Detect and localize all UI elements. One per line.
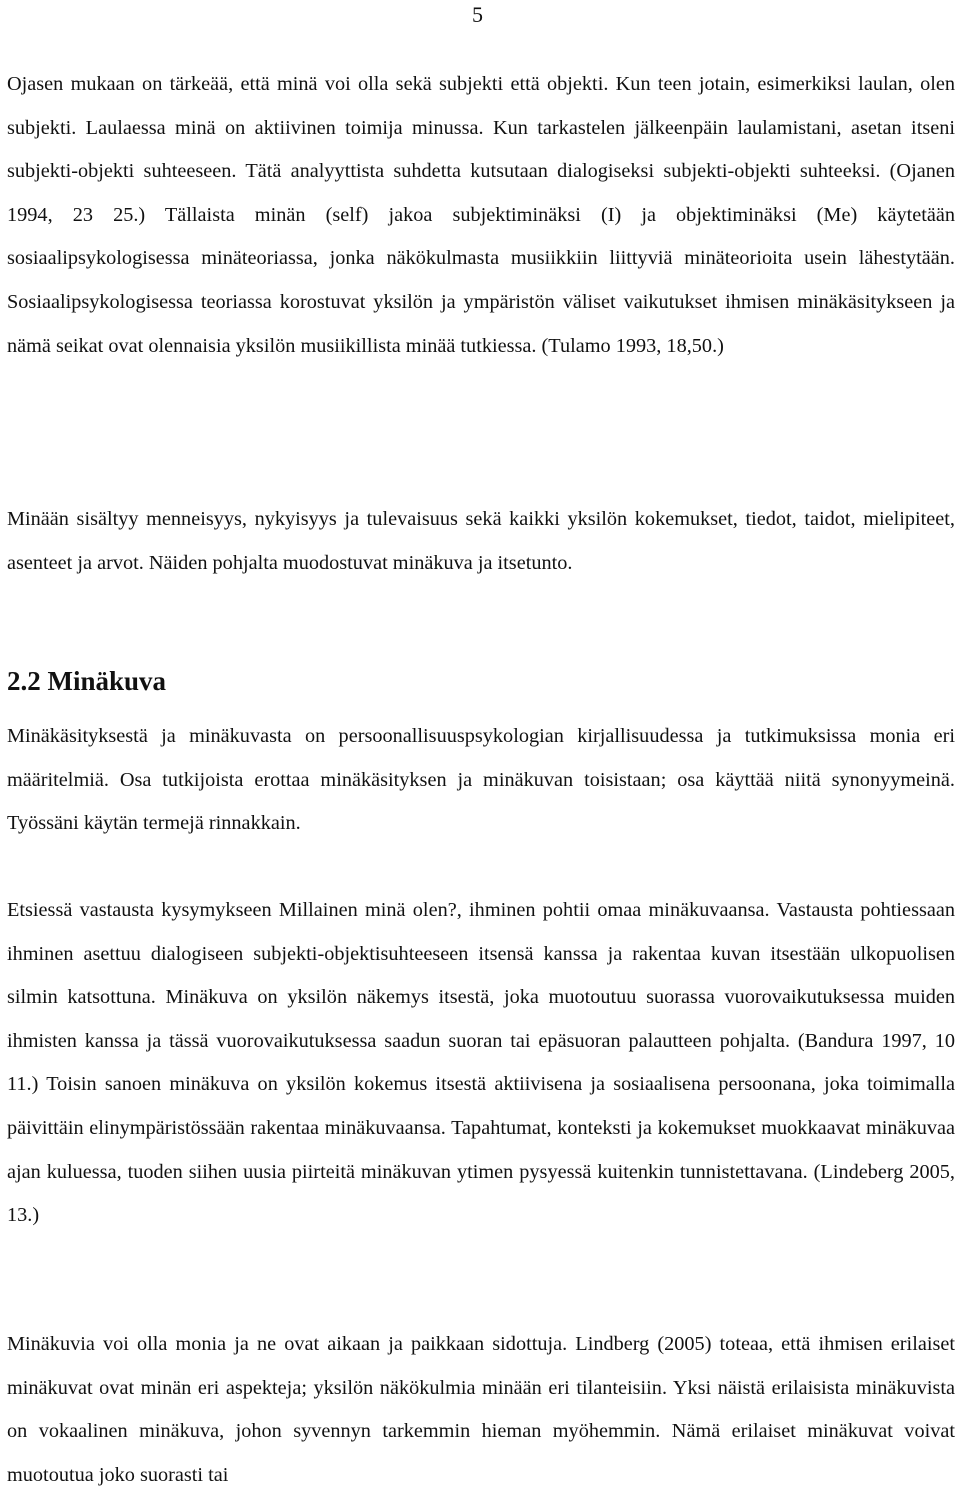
- section-heading: 2.2 Minäkuva: [7, 666, 167, 696]
- paragraph-minakasitys: Minäkäsityksestä ja minäkuvasta on persoonallisuuspsykologian kirjallisuudessa ja tutkimuksissa monia eri määritelmiä. Osa tutkijoista erottaa minäkäsityksen ja minäkuvan toisistaan; osa käyttää niitä synonyymeinä. Työssäni käytän termejä rinnakkain.: [7, 725, 955, 835]
- paragraph-mina-sisaltaa: Minään sisältyy menneisyys, nykyisyys ja tulevaisuus sekä kaikki yksilön kokemukset, tiedot, taidot, mielipiteet, asenteet ja arvot. Näiden pohjalta muodostuvat minäkuva ja itsetunto.: [7, 508, 955, 574]
- paragraph-ojanen: Ojasen mukaan on tärkeää, että minä voi olla sekä subjekti että objekti. Kun teen jotain, esimerkiksi laulan, olen subjekti. Laulaessa minä on aktiivinen toimija minussa. Kun tarkastelen jälkeenpäin laulamistani, asetan itseni subjekti-objekti suhteeseen. Tätä analyyttista suhdetta kutsutaan dialogiseksi subjekti-objekti suhteeksi. (Ojanen 1994, 23 25.) Tällaista minän (self) jakoa subjektiminäksi (I) ja objektiminäksi (Me) käytetään sosiaalipsykologisessa minäteoriassa, jonka näkökulmasta musiikkiin liittyviä minäteorioita usein lähestytään. Sosiaalipsykologisessa teoriassa korostuvat yksilön ja ympäristön väliset vaikutukset ihmisen minäkäsitykseen ja nämä seikat ovat olennaisia yksilön musiikillista minää tutkiessa. (Tulamo 1993, 18,50.): [7, 73, 955, 357]
- paragraph-minakuvia: Minäkuvia voi olla monia ja ne ovat aikaan ja paikkaan sidottuja. Lindberg (2005) toteaa, että ihmisen erilaiset minäkuvat ovat minän eri aspekteja; yksilön näkökulmia minään eri tilanteisiin. Yksi näistä erilaisista minäkuvista on vokaalinen minäkuva, johon syvennyn tarkemmin hieman myöhemmin. Nämä erilaiset minäkuvat voivat muotoutua joko suorasti tai: [7, 1333, 955, 1486]
- page-number: 5: [472, 2, 483, 27]
- paragraph-etsiessa: Etsiessä vastausta kysymykseen Millainen minä olen?, ihminen pohtii omaa minäkuvaansa. Vastausta pohtiessaan ihminen asettuu dialogiseen subjekti-objektisuhteeseen itsensä kanssa ja rakentaa kuvan itsestään ulkopuolisen silmin katsottuna. Minäkuva on yksilön näkemys itsestä, joka muotoutuu suorassa vuorovaikutuksessa muiden ihmisten kanssa ja tässä vuorovaikutuksessa saadun suoran tai epäsuoran palautteen pohjalta. (Bandura 1997, 10 11.) Toisin sanoen minäkuva on yksilön kokemus itsestä aktiivisena ja sosiaalisena persoonana, joka toimimalla päivittäin elinympäristössään rakentaa minäkuvaansa. Tapahtumat, konteksti ja kokemukset muokkaavat minäkuvaa ajan kuluessa, tuoden siihen uusia piirteitä minäkuvan ytimen pysyessä kuitenkin tunnistettavana. (Lindeberg 2005, 13.): [7, 899, 955, 1227]
